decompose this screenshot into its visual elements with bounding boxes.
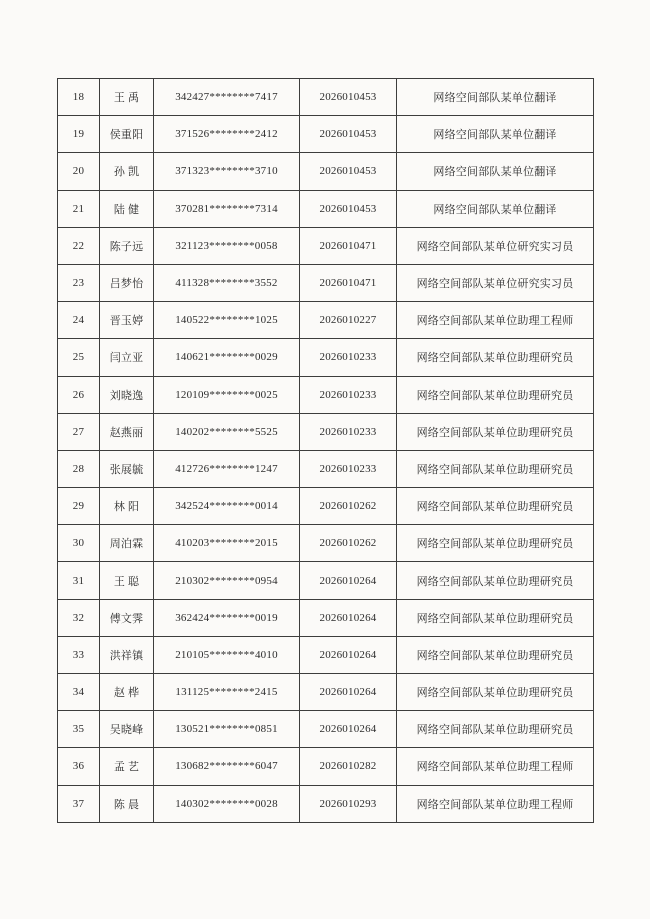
name-cell: 孟 艺 <box>100 748 154 785</box>
serial-number-cell: 31 <box>58 562 100 599</box>
job-title-cell: 网络空间部队某单位助理工程师 <box>397 302 594 339</box>
serial-number-cell: 25 <box>58 339 100 376</box>
table-row <box>58 674 594 711</box>
name-cell: 张展毓 <box>100 450 154 487</box>
job-title-cell: 网络空间部队某单位翻译 <box>397 190 594 227</box>
name-cell: 林 阳 <box>100 488 154 525</box>
name-cell: 陆 健 <box>100 190 154 227</box>
table-row <box>58 190 594 227</box>
position-code-cell: 2026010264 <box>300 599 397 636</box>
table-row <box>58 450 594 487</box>
job-title-cell: 网络空间部队某单位助理研究员 <box>397 562 594 599</box>
job-title-cell: 网络空间部队某单位研究实习员 <box>397 227 594 264</box>
serial-number-cell: 18 <box>58 79 100 116</box>
id-number-cell: 130682********6047 <box>154 748 300 785</box>
table-row <box>58 711 594 748</box>
serial-number-cell: 22 <box>58 227 100 264</box>
serial-number-cell: 36 <box>58 748 100 785</box>
job-title-cell: 网络空间部队某单位助理工程师 <box>397 748 594 785</box>
id-number-cell: 120109********0025 <box>154 376 300 413</box>
id-number-cell: 371526********2412 <box>154 116 300 153</box>
position-code-cell: 2026010471 <box>300 264 397 301</box>
position-code-cell: 2026010262 <box>300 488 397 525</box>
name-cell: 王 聪 <box>100 562 154 599</box>
name-cell: 孙 凯 <box>100 153 154 190</box>
name-cell: 傅文霁 <box>100 599 154 636</box>
serial-number-cell: 20 <box>58 153 100 190</box>
position-code-cell: 2026010282 <box>300 748 397 785</box>
name-cell: 赵燕丽 <box>100 413 154 450</box>
position-code-cell: 2026010453 <box>300 116 397 153</box>
serial-number-cell: 23 <box>58 264 100 301</box>
id-number-cell: 140302********0028 <box>154 785 300 822</box>
job-title-cell: 网络空间部队某单位研究实习员 <box>397 264 594 301</box>
name-cell: 吕梦怡 <box>100 264 154 301</box>
table-row <box>58 599 594 636</box>
job-title-cell: 网络空间部队某单位助理研究员 <box>397 450 594 487</box>
id-number-cell: 412726********1247 <box>154 450 300 487</box>
id-number-cell: 370281********7314 <box>154 190 300 227</box>
name-cell: 王 禹 <box>100 79 154 116</box>
name-cell: 洪祥镇 <box>100 636 154 673</box>
job-title-cell: 网络空间部队某单位助理研究员 <box>397 525 594 562</box>
serial-number-cell: 35 <box>58 711 100 748</box>
position-code-cell: 2026010233 <box>300 376 397 413</box>
serial-number-cell: 19 <box>58 116 100 153</box>
job-title-cell: 网络空间部队某单位翻译 <box>397 79 594 116</box>
position-code-cell: 2026010471 <box>300 227 397 264</box>
id-number-cell: 410203********2015 <box>154 525 300 562</box>
serial-number-cell: 37 <box>58 785 100 822</box>
table-row <box>58 264 594 301</box>
table-row <box>58 116 594 153</box>
id-number-cell: 210105********4010 <box>154 636 300 673</box>
job-title-cell: 网络空间部队某单位助理研究员 <box>397 339 594 376</box>
id-number-cell: 130521********0851 <box>154 711 300 748</box>
serial-number-cell: 27 <box>58 413 100 450</box>
table-row <box>58 227 594 264</box>
table-row <box>58 153 594 190</box>
roster-table <box>57 78 594 823</box>
position-code-cell: 2026010233 <box>300 413 397 450</box>
position-code-cell: 2026010293 <box>300 785 397 822</box>
serial-number-cell: 21 <box>58 190 100 227</box>
job-title-cell: 网络空间部队某单位助理研究员 <box>397 636 594 673</box>
serial-number-cell: 32 <box>58 599 100 636</box>
table-row <box>58 339 594 376</box>
position-code-cell: 2026010453 <box>300 190 397 227</box>
position-code-cell: 2026010264 <box>300 674 397 711</box>
table-row <box>58 562 594 599</box>
position-code-cell: 2026010264 <box>300 636 397 673</box>
position-code-cell: 2026010227 <box>300 302 397 339</box>
id-number-cell: 140522********1025 <box>154 302 300 339</box>
job-title-cell: 网络空间部队某单位助理研究员 <box>397 413 594 450</box>
position-code-cell: 2026010453 <box>300 153 397 190</box>
name-cell: 赵 桦 <box>100 674 154 711</box>
id-number-cell: 140621********0029 <box>154 339 300 376</box>
table-row <box>58 79 594 116</box>
table-row <box>58 376 594 413</box>
job-title-cell: 网络空间部队某单位助理工程师 <box>397 785 594 822</box>
serial-number-cell: 29 <box>58 488 100 525</box>
job-title-cell: 网络空间部队某单位翻译 <box>397 153 594 190</box>
job-title-cell: 网络空间部队某单位助理研究员 <box>397 711 594 748</box>
name-cell: 吴晓峰 <box>100 711 154 748</box>
table-row <box>58 785 594 822</box>
roster-table-body <box>58 79 594 823</box>
table-row <box>58 302 594 339</box>
id-number-cell: 210302********0954 <box>154 562 300 599</box>
position-code-cell: 2026010233 <box>300 450 397 487</box>
serial-number-cell: 24 <box>58 302 100 339</box>
job-title-cell: 网络空间部队某单位助理研究员 <box>397 376 594 413</box>
serial-number-cell: 28 <box>58 450 100 487</box>
name-cell: 周泊霖 <box>100 525 154 562</box>
table-row <box>58 488 594 525</box>
name-cell: 闫立亚 <box>100 339 154 376</box>
job-title-cell: 网络空间部队某单位助理研究员 <box>397 674 594 711</box>
table-row <box>58 636 594 673</box>
table-row <box>58 748 594 785</box>
job-title-cell: 网络空间部队某单位翻译 <box>397 116 594 153</box>
position-code-cell: 2026010453 <box>300 79 397 116</box>
job-title-cell: 网络空间部队某单位助理研究员 <box>397 599 594 636</box>
id-number-cell: 342427********7417 <box>154 79 300 116</box>
name-cell: 陈子远 <box>100 227 154 264</box>
serial-number-cell: 34 <box>58 674 100 711</box>
id-number-cell: 411328********3552 <box>154 264 300 301</box>
id-number-cell: 131125********2415 <box>154 674 300 711</box>
position-code-cell: 2026010264 <box>300 711 397 748</box>
position-code-cell: 2026010262 <box>300 525 397 562</box>
name-cell: 晋玉婷 <box>100 302 154 339</box>
id-number-cell: 371323********3710 <box>154 153 300 190</box>
id-number-cell: 321123********0058 <box>154 227 300 264</box>
id-number-cell: 362424********0019 <box>154 599 300 636</box>
table-row <box>58 413 594 450</box>
table-row <box>58 525 594 562</box>
serial-number-cell: 30 <box>58 525 100 562</box>
serial-number-cell: 26 <box>58 376 100 413</box>
name-cell: 刘晓逸 <box>100 376 154 413</box>
name-cell: 侯重阳 <box>100 116 154 153</box>
id-number-cell: 342524********0014 <box>154 488 300 525</box>
id-number-cell: 140202********5525 <box>154 413 300 450</box>
position-code-cell: 2026010233 <box>300 339 397 376</box>
job-title-cell: 网络空间部队某单位助理研究员 <box>397 488 594 525</box>
serial-number-cell: 33 <box>58 636 100 673</box>
position-code-cell: 2026010264 <box>300 562 397 599</box>
name-cell: 陈 晨 <box>100 785 154 822</box>
